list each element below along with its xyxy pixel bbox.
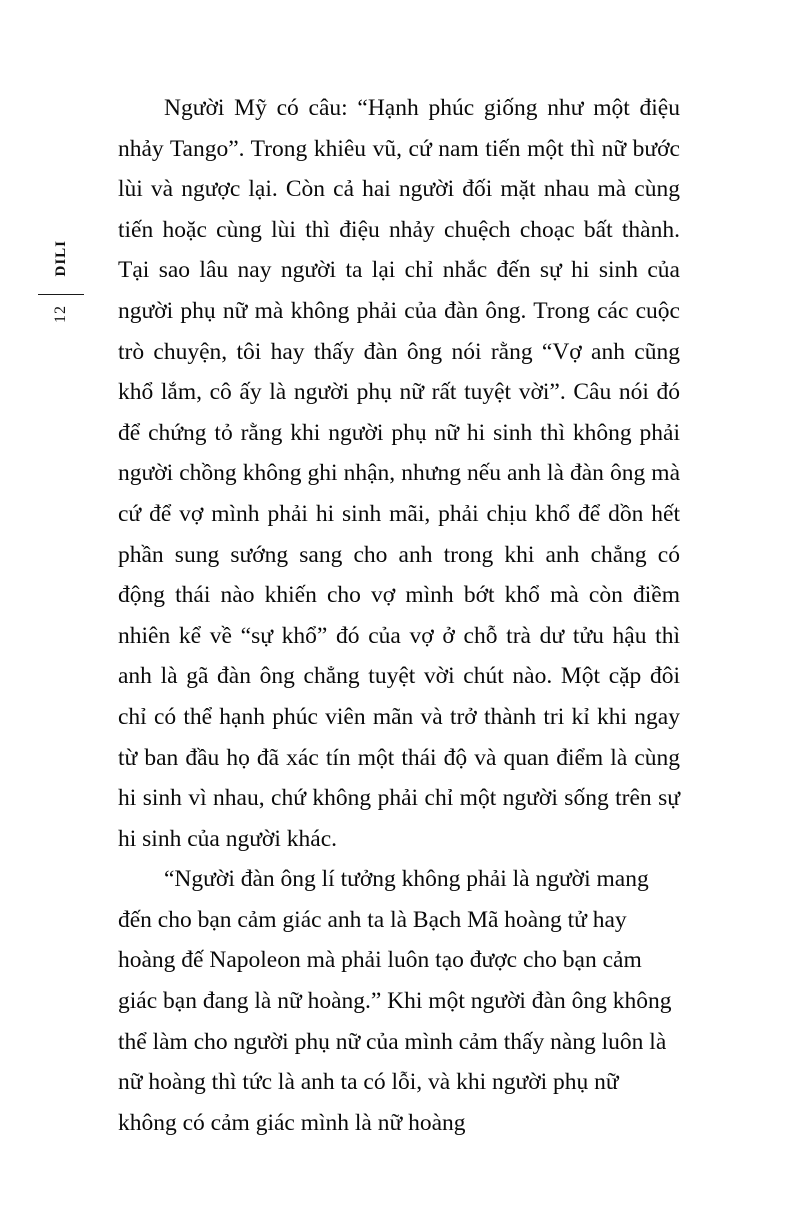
page-number: 12 <box>52 304 69 323</box>
paragraph: Người Mỹ có câu: “Hạnh phúc giống như một điệu nhảy Tango”. Trong khiêu vũ, cứ nam tiến một thì nữ bước lùi và ngược lại. Còn cả hai người đối mặt nhau mà cùng tiến hoặc cùng lùi thì điệu nhảy chuệch choạc bất thành. Tại sao lâu nay người ta lại chỉ nhắc đến sự hi sinh của người phụ nữ mà không phải của đàn ông. Trong các cuộc trò chuyện, tôi hay thấy đàn ông nói rằng “Vợ anh cũng khổ lắm, cô ấy là người phụ nữ rất tuyệt vời”. Câu nói đó để chứng tỏ rằng khi người phụ nữ hi sinh thì không phải người chồng không ghi nhận, nhưng nếu anh là đàn ông mà cứ để vợ mình phải hi sinh mãi, phải chịu khổ để dồn hết phần sung sướng sang cho anh trong khi anh chẳng có động thái nào khiến cho vợ mình bớt khổ mà còn điềm nhiên kể về “sự khổ” đó của vợ ở chỗ trà dư tửu hậu thì anh là gã đàn ông chẳng tuyệt vời chút nào. Một cặp đôi chỉ có thể hạnh phúc viên mãn và trở thành tri kỉ khi ngay từ ban đầu họ đã xác tín một thái độ và quan điểm là cùng hi sinh vì nhau, chứ không phải chỉ một người sống trên sự hi sinh của người khác. <box>118 95 680 852</box>
margin-rule <box>38 294 84 295</box>
paragraph: “Người đàn ông lí tưởng không phải là người mang đến cho bạn cảm giác anh ta là Bạch Mã hoàng tử hay hoàng đế Napoleon mà phải luôn tạo được cho bạn cảm giác bạn đang là nữ hoàng.” Khi một người đàn ông không thể làm cho người phụ nữ của mình cảm thấy nàng luôn là nữ hoàng thì tức là anh ta có lỗi, và khi người phụ nữ không có cảm giác mình là nữ hoàng <box>118 866 672 1136</box>
margin-running-head-block <box>38 240 84 328</box>
running-head: DILI <box>52 240 69 277</box>
body-text-column <box>118 88 680 1143</box>
